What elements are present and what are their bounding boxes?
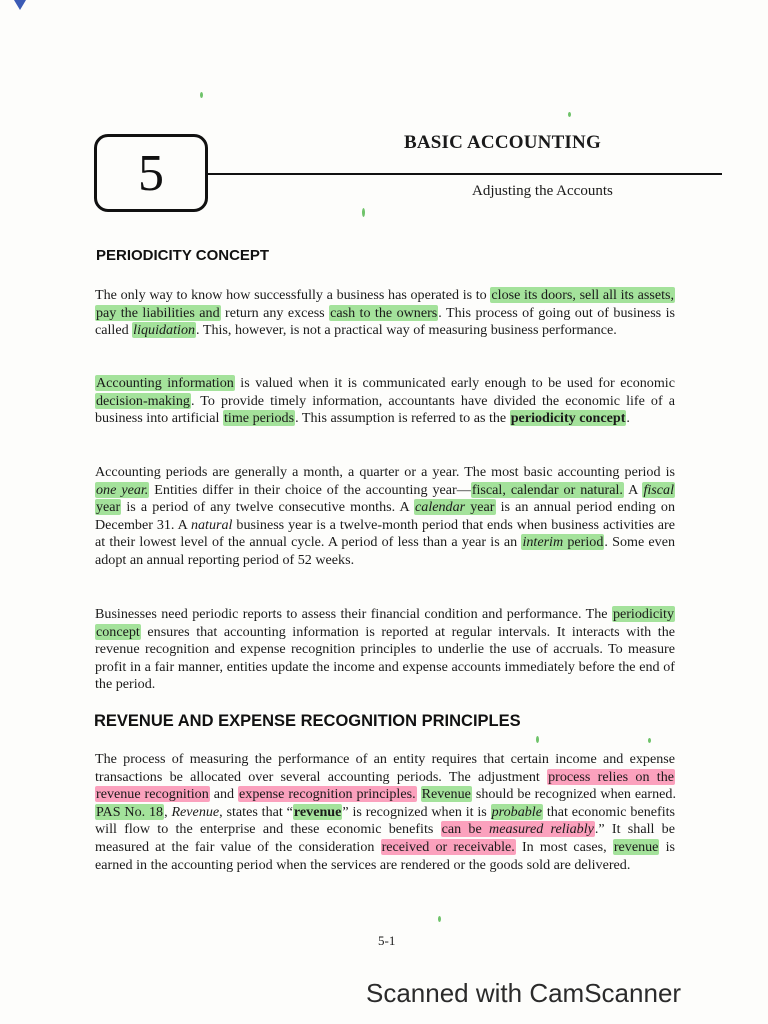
text: is an annual period ending on December 31. A (95, 499, 675, 533)
text: In most cases, (515, 838, 613, 855)
text: ensures that accounting information is reported at regular intervals. It interacts with the revenue recognition and expense recognition principles to underlie the use of accruals. To measure profit in a fair manner, entities update the income and expense accounts immediately before the end of the period. (95, 623, 675, 693)
highlight-italic: probable (491, 803, 542, 820)
text: ” is recognized when it is (342, 803, 491, 820)
text: Accounting periods are generally a month, a quarter or a year. The most basic accounting period is (95, 464, 675, 480)
highlight-text: period (563, 534, 604, 551)
ink-speck (362, 208, 365, 217)
text (417, 786, 421, 802)
text: . To provide timely information, accountants have divided the economic life of a business into artificial (95, 392, 675, 427)
pink-highlight: expense recognition principles. (239, 786, 416, 803)
text: , states that “ (219, 803, 293, 820)
italic-text: Revenue (171, 803, 220, 820)
text: A (623, 481, 643, 498)
highlight: periodicity concept (96, 606, 674, 640)
text: should be recognized when earned. (471, 786, 676, 803)
text: The process of measuring the performance of an entity requires that certain income and expense transactions be allocated over several accounting periods. The adjustment (95, 751, 675, 785)
highlight: time periods (224, 410, 295, 427)
chapter-number-box (94, 134, 208, 212)
corner-marker-icon (14, 0, 26, 10)
chapter-subtitle: Adjusting the Accounts (472, 183, 613, 199)
highlight: cash to the owners (330, 304, 438, 321)
section-heading-periodicity: PERIODICITY CONCEPT (96, 247, 270, 264)
chapter-title: BASIC ACCOUNTING (404, 132, 601, 153)
page-number: 5-1 (378, 933, 396, 948)
text: The only way to know how successfully a business has operated is to (95, 287, 491, 303)
highlight: close its doors, sell all its assets, pay the liabilities and (96, 287, 674, 321)
highlight: decision-making (96, 392, 190, 409)
camscanner-watermark: Scanned with CamScanner (366, 978, 682, 1008)
highlight: Accounting information (96, 375, 234, 391)
paragraph-accounting-periods (95, 464, 675, 570)
paragraph-revenue-recognition (95, 751, 675, 874)
highlight-italic: liquidation (133, 322, 196, 339)
text: . This, however, is not a practical way of measuring business performance. (196, 322, 617, 339)
highlight-bold: periodicity concept (510, 410, 626, 427)
text: Businesses need periodic reports to assess their financial condition and performance. The (95, 606, 612, 622)
highlight: fiscal, calendar or natural. (471, 481, 623, 498)
text: that economic benefits will flow to the enterprise and these economic benefits (95, 803, 676, 838)
highlight (521, 534, 604, 550)
paragraph-accounting-information (95, 375, 675, 428)
pink-highlight-text: can be (441, 821, 490, 838)
pink-highlight (441, 821, 595, 837)
highlight-italic: one year. (96, 481, 149, 498)
pink-highlight: process relies on the revenue recognition (96, 768, 675, 803)
ink-speck (536, 736, 539, 743)
highlight (414, 499, 496, 515)
highlight-bold: revenue (293, 803, 342, 820)
text: business year is a twelve-month period that ends when business activities are at their lowest level of the annual cycle. A period of less than a year is an (95, 516, 675, 551)
highlight-italic: fiscal (643, 481, 674, 498)
highlight-italic: interim (522, 534, 564, 551)
highlight: Revenue (421, 786, 471, 803)
text: and (209, 786, 239, 803)
text: , (164, 803, 172, 820)
ink-speck (568, 112, 571, 117)
ink-speck (648, 738, 651, 743)
paragraph-periodic-reports (95, 606, 675, 694)
highlight-text: year (96, 499, 121, 516)
text: . This process of going out of business is called (95, 304, 675, 339)
text: is valued when it is communicated early enough to be used for economic (234, 375, 675, 391)
highlight: revenue (613, 838, 659, 855)
italic-text: natural (190, 516, 233, 533)
pink-highlight-italic: measured reliably (489, 821, 594, 838)
text: is a period of any twelve consecutive months. A (121, 499, 415, 516)
chapter-rule (206, 173, 722, 175)
paragraph-liquidation (95, 287, 675, 340)
text: . (626, 410, 630, 427)
text: . This assumption is referred to as the (295, 410, 510, 427)
chapter-number: 5 (138, 144, 164, 202)
highlight-italic: calendar (415, 499, 466, 516)
text: return any excess (220, 304, 330, 321)
ink-speck (200, 92, 203, 98)
highlight-text: year (465, 499, 495, 516)
text: .” It shall be measured at the fair value of the consideration (95, 821, 675, 855)
text: . Some even adopt an annual reporting period of 52 weeks. (95, 534, 676, 568)
text: is earned in the accounting period when the services are rendered or the goods sold are delivered. (95, 838, 675, 873)
text: Entities differ in their choice of the accounting year— (149, 481, 471, 498)
highlight: PAS No. 18 (96, 803, 164, 820)
section-heading-recognition: REVENUE AND EXPENSE RECOGNITION PRINCIPLES (94, 712, 521, 730)
pink-highlight: received or receivable. (381, 838, 515, 855)
ink-speck (438, 916, 441, 922)
